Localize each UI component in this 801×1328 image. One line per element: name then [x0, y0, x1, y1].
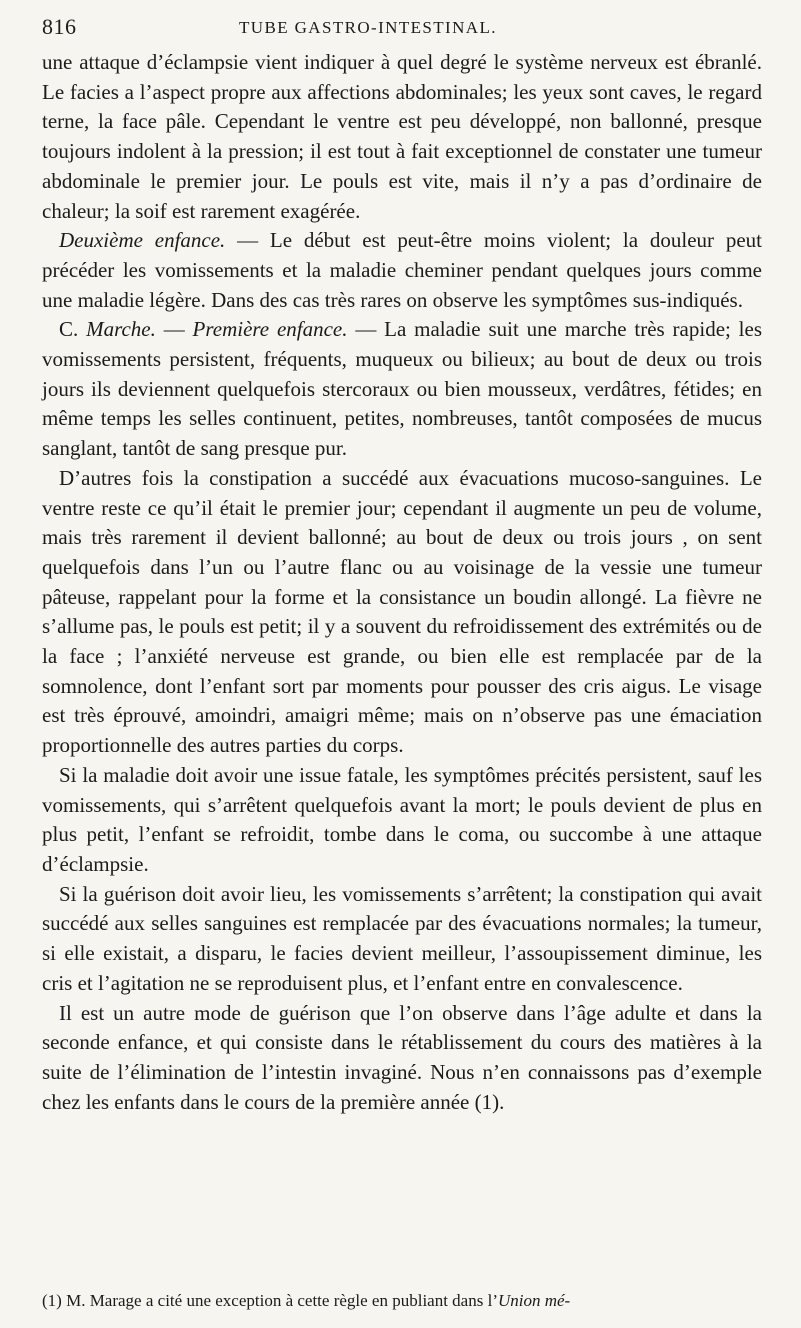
section-prefix: C.: [59, 317, 87, 342]
footnote-journal: Union mé-: [497, 1291, 571, 1310]
footnote-marker: (1): [42, 1291, 62, 1310]
page-header: [42, 14, 762, 42]
section-label: Marche.: [86, 317, 156, 342]
page-number: 816: [42, 14, 77, 39]
paragraph-text: — Le début est peut-être moins violent; la douleur peut précéder les vomissements et la maladie cheminer pendant quelques jours comme une maladie légère. Dans des cas très rares on observe les symptômes sus-indiqués.: [42, 228, 762, 312]
paragraph: Si la maladie doit avoir une issue fatale, les symptômes précités persistent, sauf les vomissements, qui s’arrêtent quelquefois avant la mort; le pouls devient de plus en plus petit, l’enfant se refroidit, tombe dans le coma, ou succombe à une attaque d’éclampsie.: [42, 762, 762, 876]
subsection-label: Première enfance.: [192, 317, 348, 342]
paragraph: [42, 315, 762, 464]
paragraph: D’autres fois la constipation a succédé aux évacuations mucoso-sanguines. Le ventre reste ce qu’il était le premier jour; cependant il augmente un peu de volume, mais très rarement il devient ballonné; au bout de deux ou trois jours , on sent quelquefois dans l’un ou l’autre flanc ou au voisinage de la vessie une tumeur pâteuse, rappelant pour la forme et la consistance un boudin allongé. La fièvre ne s’allume pas, le pouls est petit; il y a souvent du refroidissement des extrémités ou de la face ; l’anxiété nerveuse est grande, ou bien elle est remplacée par de la somnolence, dont l’enfant sort par moments pour pousser des cris aigus. Le visage est très éprouvé, amoindri, amaigri même; mais on n’observe pas une émaciation proportionnelle des autres parties du corps.: [42, 465, 762, 758]
footnote-text: M. Marage a cité une exception à cette règle en publiant dans l’: [61, 1291, 498, 1310]
body-text: [42, 48, 762, 1117]
paragraph-text: — La maladie suit une marche très rapide; les vomissements persistent, fréquents, muqueux ou bilieux; au bout de deux ou trois jours ils deviennent quelquefois stercoraux ou bien mousseux, verdâtres, fétides; en même temps les selles continuent, petites, nombreuses, tantôt composées de mucus sanglant, tantôt de sang presque pur.: [42, 317, 763, 461]
paragraph: [42, 226, 762, 315]
running-title: TUBE GASTRO-INTESTINAL.: [239, 18, 497, 37]
separator: —: [155, 317, 193, 342]
footnote: [42, 1290, 762, 1312]
paragraph: une attaque d’éclampsie vient indiquer à quel degré le système nerveux est ébranlé. Le facies a l’aspect propre aux affections abdominales; les yeux sont caves, le regard terne, la face pâle. Cependant le ventre est peu développé, non ballonné, presque toujours indolent à la pression; il est tout à fait exceptionnel de constater une tumeur abdominale le premier jour. Le pouls est vite, mais il n’y a pas d’ordinaire de chaleur; la soif est rarement exagérée.: [42, 50, 762, 223]
paragraph: Si la guérison doit avoir lieu, les vomissements s’arrêtent; la constipation qui avait succédé aux selles sanguines est remplacée par des évacuations normales; la tumeur, si elle existait, a disparu, le facies devient meilleur, l’assoupissement diminue, les cris et l’agitation ne se reproduisent plus, et l’enfant entre en convalescence.: [42, 881, 762, 995]
paragraph: Il est un autre mode de guérison que l’on observe dans l’âge adulte et dans la seconde enfance, et qui consiste dans le rétablissement du cours des matières à la suite de l’élimination de l’intestin invaginé. Nous n’en connaissons pas d’exemple chez les enfants dans le cours de la première année (1).: [42, 1000, 762, 1114]
section-label: Deuxième enfance.: [59, 228, 226, 253]
